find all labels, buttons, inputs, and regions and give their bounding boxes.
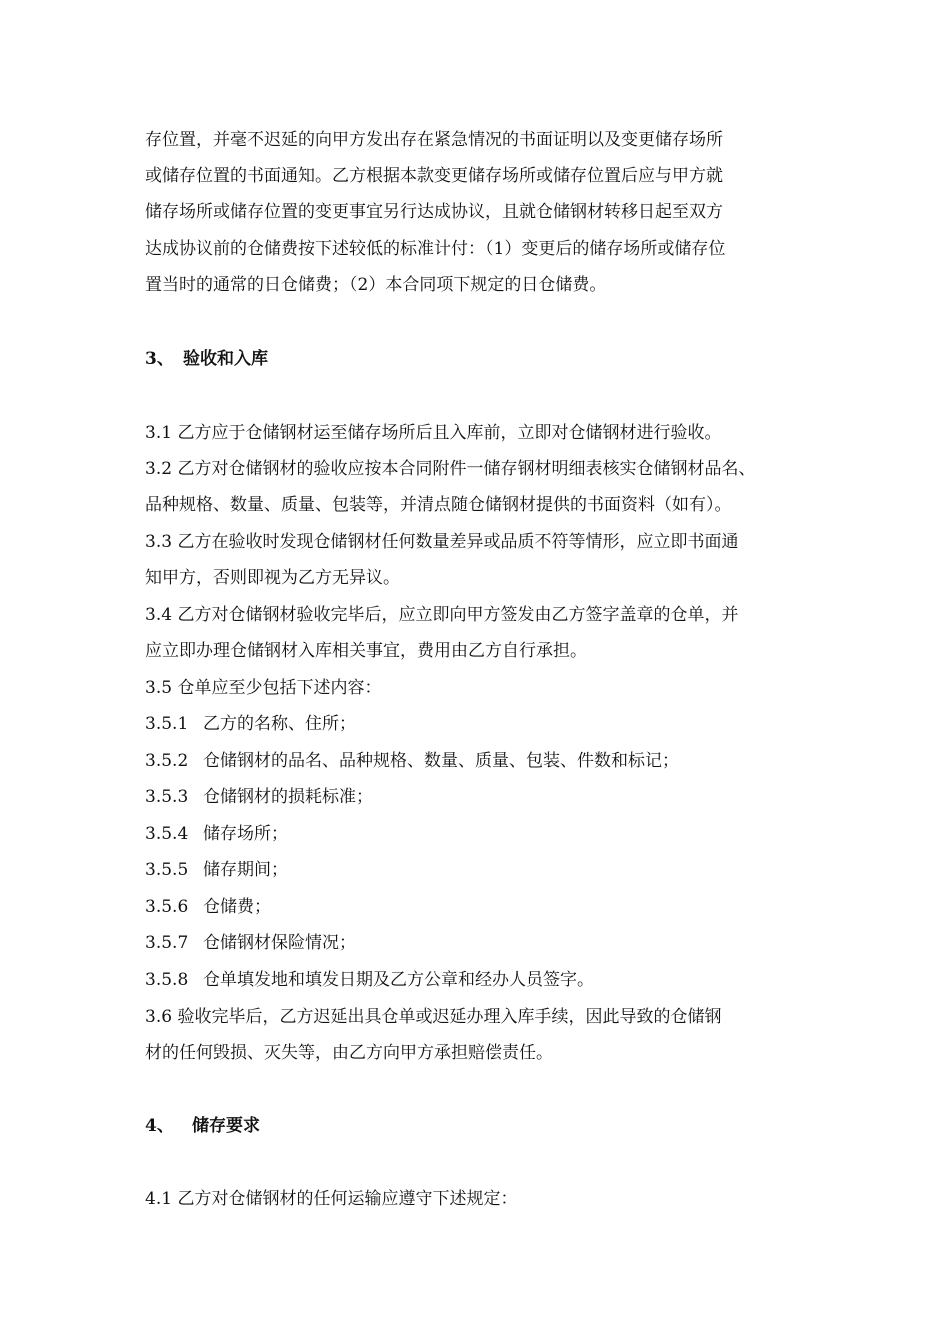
list-item-number: 3.5.4 <box>145 824 189 844</box>
list-item <box>145 785 373 809</box>
list-item-text: 仓储钢材的品名、品种规格、数量、质量、包装、件数和标记； <box>203 751 679 771</box>
paragraph-line: 品种规格、数量、质量、包装等，并清点随仓储钢材提供的书面资料（如有）。 <box>145 495 732 515</box>
list-item <box>145 931 356 955</box>
list-item <box>145 895 271 919</box>
paragraph-line: 或储存位置的书面通知。乙方根据本款变更储存场所或储存位置后应与甲方就 <box>145 166 723 186</box>
paragraph-line: 3.5 仓单应至少包括下述内容： <box>145 678 382 698</box>
section-heading <box>145 1114 260 1138</box>
list-item-number: 3.5.5 <box>145 860 189 880</box>
list-item-text: 仓单填发地和填发日期及乙方公章和经办人员签字。 <box>203 970 594 990</box>
paragraph-line: 3.3 乙方在验收时发现仓储钢材任何数量差异或品质不符等情形，应立即书面通 <box>145 532 739 552</box>
paragraph-line: 储存场所或储存位置的变更事宜另行达成协议，且就仓储钢材转移日起至双方 <box>145 202 723 222</box>
paragraph-line: 材的任何毁损、灭失等，由乙方向甲方承担赔偿责任。 <box>145 1043 553 1063</box>
section-title: 验收和入库 <box>183 349 268 369</box>
paragraph-line: 3.4 乙方对仓储钢材验收完毕后，应立即向甲方签发由乙方签字盖章的仓单，并 <box>145 605 739 625</box>
list-item-text: 仓储钢材的损耗标准； <box>203 787 373 807</box>
list-item <box>145 968 594 992</box>
list-item-number: 3.5.8 <box>145 970 189 990</box>
list-item-number: 3.5.2 <box>145 751 189 771</box>
paragraph-line: 达成协议前的仓储费按下述较低的标准计付：（1）变更后的储存场所或储存位 <box>145 239 726 259</box>
list-item-number: 3.5.6 <box>145 897 189 917</box>
list-item-text: 仓储钢材保险情况； <box>203 933 356 953</box>
paragraph-line: 3.6 验收完毕后，乙方迟延出具仓单或迟延办理入库手续，因此导致的仓储钢 <box>145 1007 722 1027</box>
section-number: 4、 <box>145 1116 174 1136</box>
list-item <box>145 712 356 736</box>
paragraph-line: 3.2 乙方对仓储钢材的验收应按本合同附件一储存钢材明细表核实仓储钢材品名、 <box>145 459 756 479</box>
list-item-text: 仓储费； <box>203 897 271 917</box>
list-item-text: 储存期间； <box>203 860 288 880</box>
list-item-number: 3.5.7 <box>145 933 189 953</box>
paragraph-line: 应立即办理仓储钢材入库相关事宜，费用由乙方自行承担。 <box>145 641 587 661</box>
list-item-text: 储存场所； <box>203 824 288 844</box>
section-number: 3、 <box>145 349 174 369</box>
list-item <box>145 858 288 882</box>
paragraph-line: 存位置，并毫不迟延的向甲方发出存在紧急情况的书面证明以及变更储存场所 <box>145 130 723 150</box>
paragraph-line: 知甲方，否则即视为乙方无异议。 <box>145 568 400 588</box>
paragraph-line: 3.1 乙方应于仓储钢材运至储存场所后且入库前，立即对仓储钢材进行验收。 <box>145 423 722 443</box>
section-title: 储存要求 <box>192 1116 260 1136</box>
paragraph-line: 4.1 乙方对仓储钢材的任何运输应遵守下述规定： <box>145 1189 518 1209</box>
list-item-number: 3.5.1 <box>145 714 189 734</box>
paragraph-line: 置当时的通常的日仓储费；（2）本合同项下规定的日仓储费。 <box>145 275 607 295</box>
list-item <box>145 749 679 773</box>
list-item <box>145 822 288 846</box>
section-heading <box>145 347 268 371</box>
list-item-text: 乙方的名称、住所； <box>203 714 356 734</box>
list-item-number: 3.5.3 <box>145 787 189 807</box>
